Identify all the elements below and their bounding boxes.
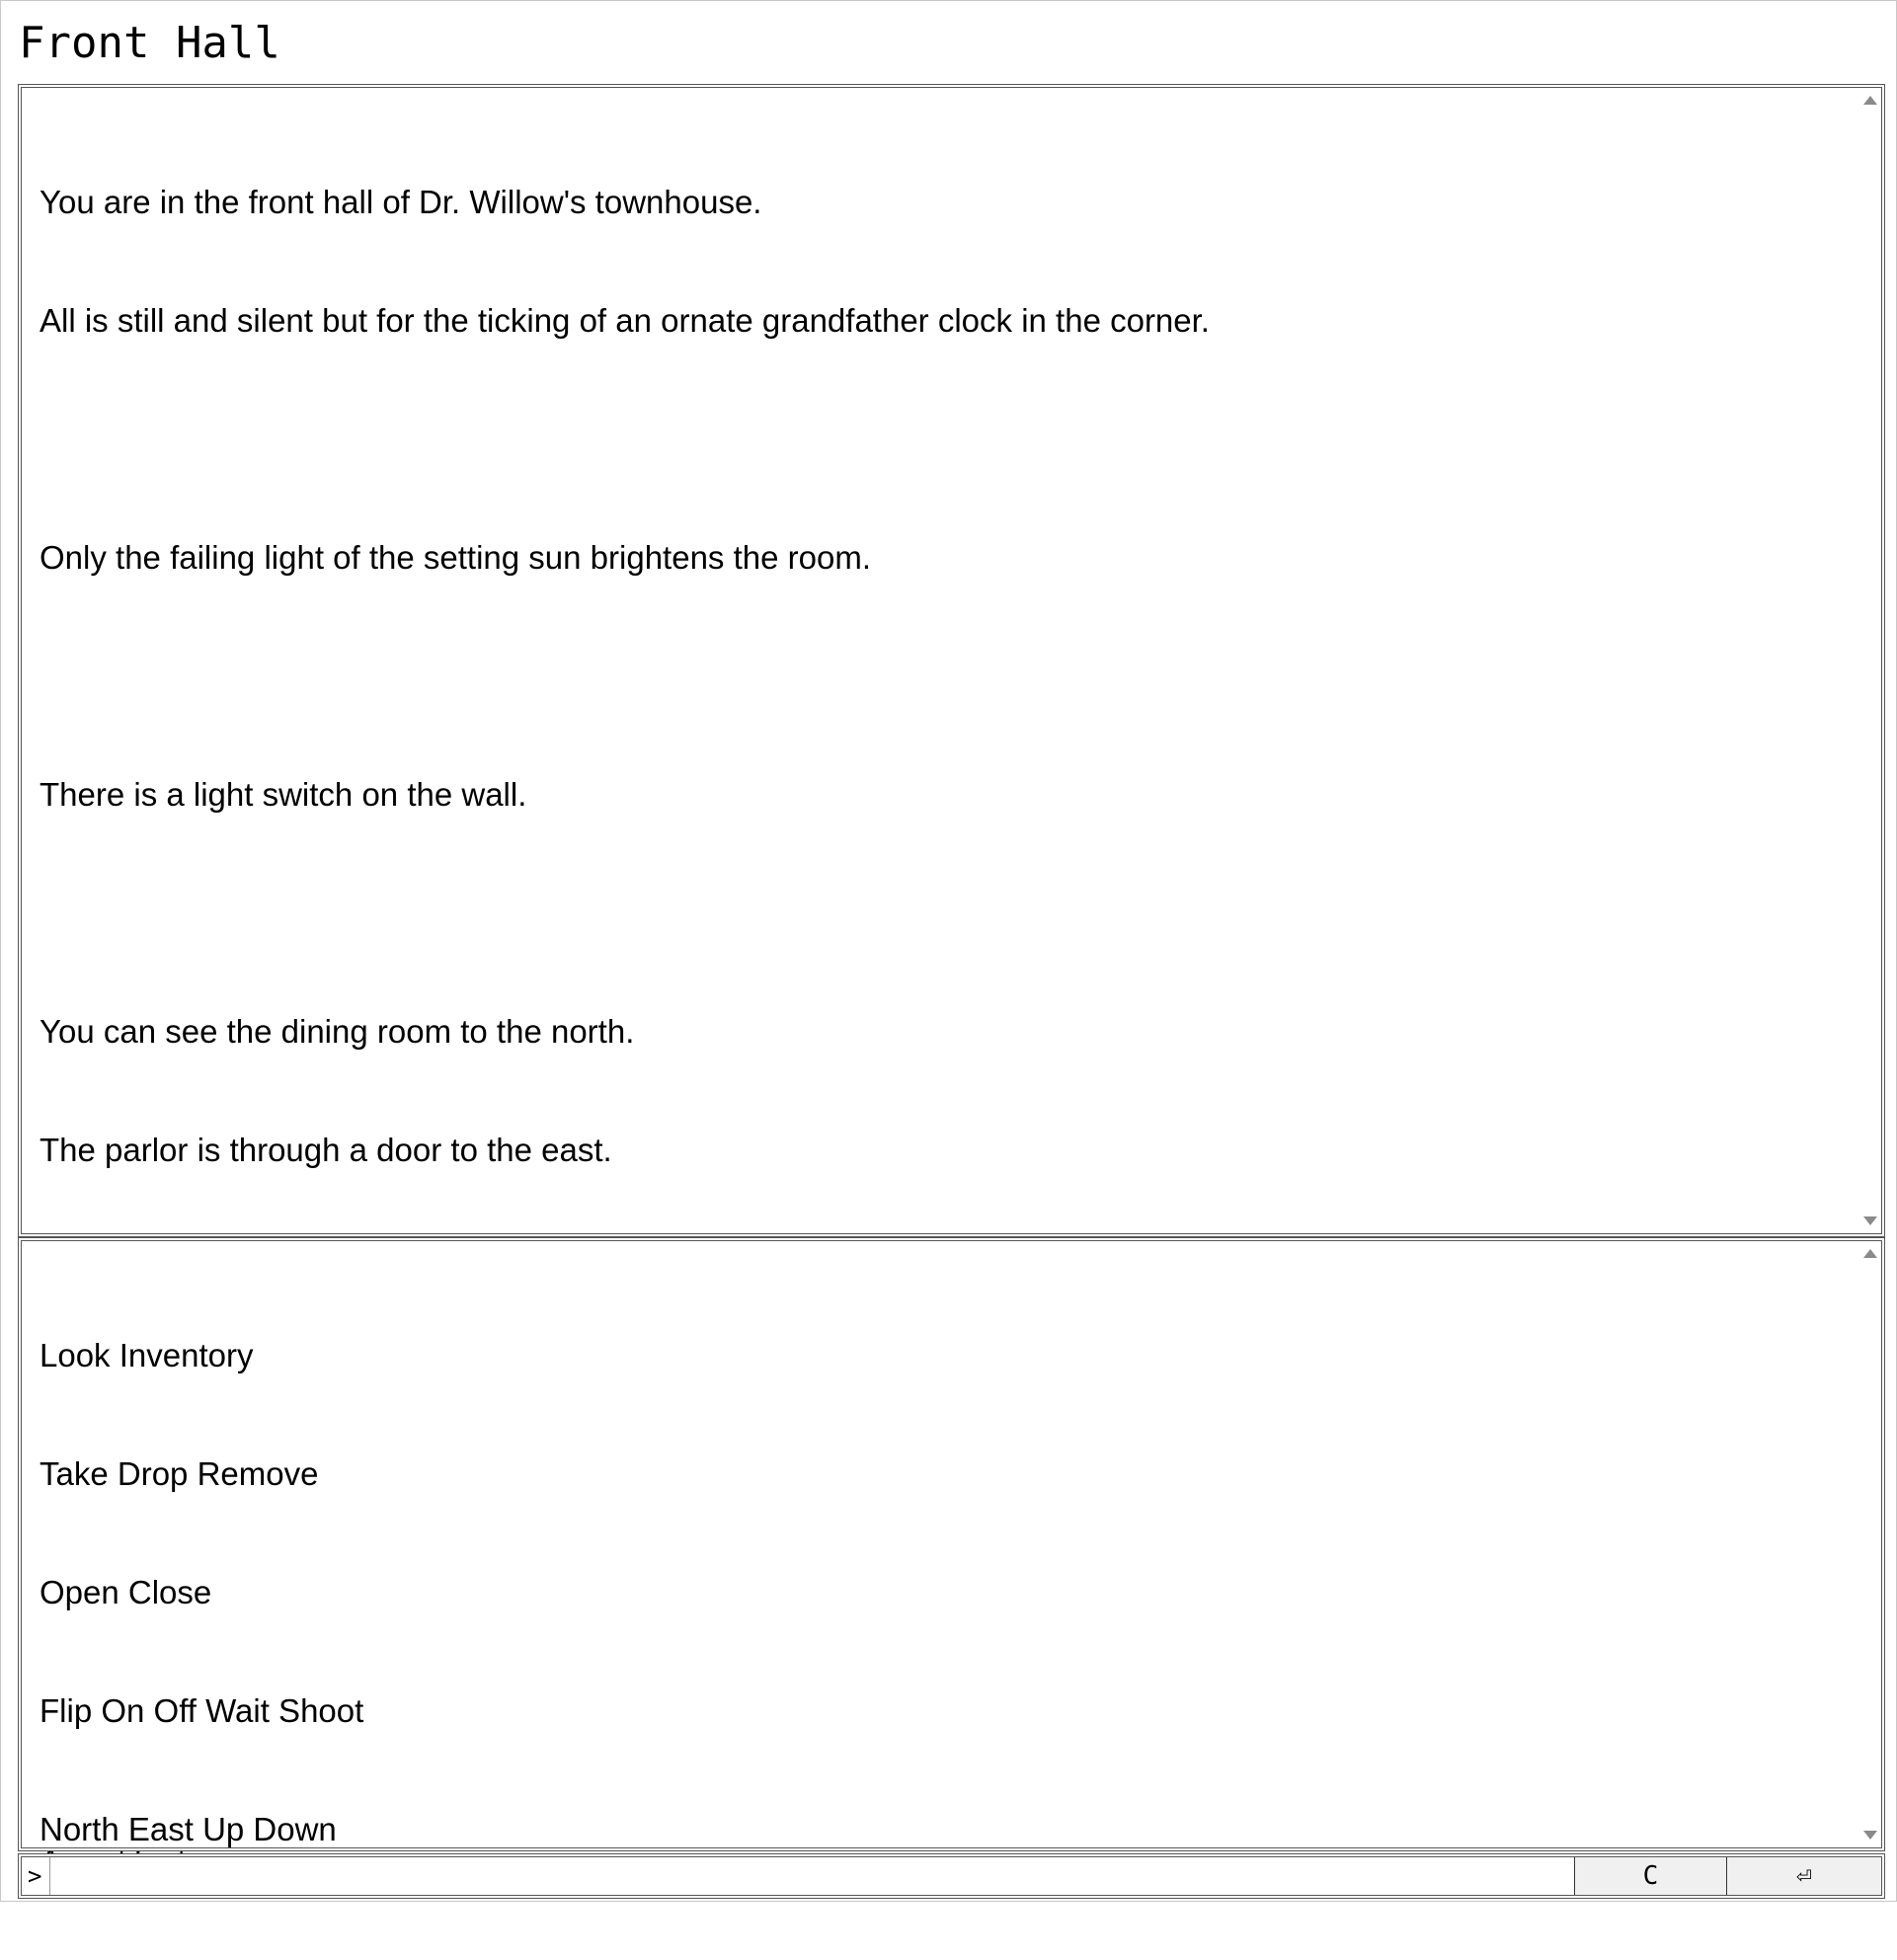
commands-text [40, 1257, 1842, 1928]
command-line-flip[interactable]: Flip On Off Wait Shoot [40, 1692, 364, 1729]
output-line: You can see the dining room to the north. [40, 1013, 635, 1050]
output-line: All is still and silent but for the ticking of an ornate grandfather clock in the corner. [40, 302, 1210, 339]
commands-pane[interactable] [18, 1237, 1885, 1851]
scroll-up-arrow-icon[interactable] [1863, 1249, 1877, 1258]
clear-button[interactable]: C [1574, 1857, 1726, 1895]
output-line [40, 420, 1842, 459]
output-line [40, 894, 1842, 933]
output-line [40, 657, 1842, 696]
output-line: The parlor is through a door to the east. [40, 1132, 612, 1168]
command-line-take[interactable]: Take Drop Remove [40, 1455, 319, 1492]
command-line-look[interactable]: Look Inventory [40, 1337, 254, 1373]
output-line: You are in the front hall of Dr. Willow's townhouse. [40, 184, 762, 220]
command-input[interactable] [49, 1857, 1574, 1895]
enter-button[interactable]: ⏎ [1726, 1857, 1881, 1895]
output-line: Only the failing light of the setting sun brightens the room. [40, 539, 871, 576]
command-line-directions[interactable]: North East Up Down [40, 1811, 337, 1847]
scroll-up-arrow-icon[interactable] [1863, 96, 1877, 105]
output-scrollbar[interactable] [1856, 88, 1881, 1233]
command-line-open[interactable]: Open Close [40, 1574, 212, 1610]
output-pane[interactable] [18, 84, 1885, 1237]
commands-scrollbar[interactable] [1856, 1241, 1881, 1847]
output-line: There is a light switch on the wall. [40, 776, 527, 813]
scroll-down-arrow-icon[interactable] [1863, 1216, 1877, 1225]
command-input-bar [18, 1853, 1885, 1899]
room-title: Front Hall [19, 18, 280, 68]
prompt-chevron-icon: > [28, 1862, 42, 1890]
scroll-down-arrow-icon[interactable] [1863, 1831, 1877, 1840]
